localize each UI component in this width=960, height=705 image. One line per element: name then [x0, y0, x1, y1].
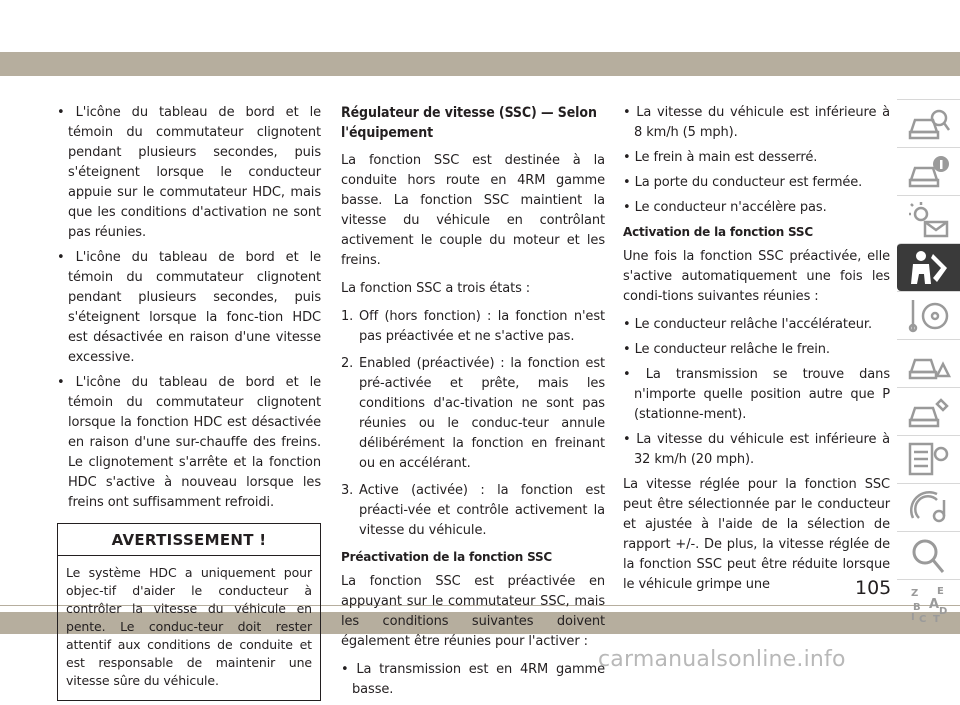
tab-multimedia[interactable] — [897, 483, 960, 531]
tab-car-info[interactable] — [897, 147, 960, 195]
language-letter: A — [928, 596, 939, 612]
bullet-item: • La vitesse du véhicule est inférieure à 8 km/h (5 mph). — [623, 105, 890, 140]
tab-steering-tools[interactable] — [897, 291, 960, 339]
item-text: Enabled (préactivée) : la fonction est pré-activée et prête, mais les conditions d'ac-tivation ne sont pas réunies ou le conduc-teur annule délibérément la fonction en freinant ou en accélérant. — [359, 356, 605, 471]
driver-airbag-icon — [907, 248, 951, 288]
item-text: Active (activée) : la fonction est préacti-vée et contrôle activement la vitesse du véhicule. — [359, 483, 605, 538]
language-letter: E — [936, 585, 944, 597]
bullet-item: • L'icône du tableau de bord et le témoin du commutateur clignotent pendant plusieurs secondes, puis s'éteignent lorsque le conducteur appuie sur le commutateur HDC, mais que les conditions d'activation ne sont pas réunies. — [57, 105, 321, 240]
checklist-gear-icon — [907, 440, 951, 480]
watermark: carmanualsonline.info — [598, 647, 846, 672]
tab-driver-airbag[interactable] — [897, 243, 960, 291]
numbered-item — [341, 307, 605, 347]
paragraph: La vitesse réglée pour la fonction SSC peut être sélectionnée par le conducteur et ajustée à l'aide de la sélection de rapport +/-. De plus, la vitesse réglée de la fonction SSC peut être réduite lorsque le véhicule grimpe une — [623, 477, 890, 592]
paragraph: La fonction SSC est préactivée en appuyant sur le commutateur SSC, mais les conditions suivantes doivent également être réunies pour l'activer : — [341, 574, 605, 649]
bullet-item: • La porte du conducteur est fermée. — [623, 175, 863, 190]
bullet-item: • Le conducteur relâche l'accélérateur. — [623, 317, 872, 332]
warning-box — [57, 523, 321, 701]
language-letter: D — [938, 605, 947, 617]
numbered-item — [341, 481, 605, 541]
car-info-icon — [907, 152, 951, 192]
bullet-item: • Le conducteur n'accélère pas. — [623, 200, 827, 215]
column-left — [57, 103, 321, 701]
car-search-icon — [907, 104, 951, 144]
section-heading: Régulateur de vitesse (SSC) — Selon l'équipement — [341, 105, 597, 141]
tab-car-warning[interactable] — [897, 339, 960, 387]
page-number: 105 — [855, 577, 892, 599]
numbered-item — [341, 354, 605, 474]
language-letter: I — [910, 611, 915, 623]
car-warning-icon — [907, 344, 951, 384]
item-text: Off (hors fonction) : la fonction n'est pas préactivée et ne s'active pas. — [359, 309, 605, 344]
language-letter: B — [912, 601, 921, 613]
item-number: 1. — [341, 309, 354, 324]
bullet-item: • La transmission est en 4RM gamme basse. — [341, 662, 605, 697]
item-number: 2. — [341, 356, 354, 371]
item-number: 3. — [341, 483, 354, 498]
sub-heading: Activation de la fonction SSC — [623, 225, 813, 239]
tab-car-search[interactable] — [897, 99, 960, 147]
column-right — [623, 103, 890, 603]
multimedia-icon — [907, 488, 951, 528]
bullet-item: • L'icône du tableau de bord et le témoin du commutateur clignotent pendant plusieurs secondes, puis s'éteignent lorsque la fonc-tion HDC est désactivée en raison d'une vitesse excessive. — [57, 250, 321, 365]
language-letter: C — [918, 613, 926, 625]
tab-index-search[interactable] — [897, 531, 960, 579]
bullet-item: • La transmission se trouve dans n'importe quelle position autre que P (stationne-ment). — [623, 367, 890, 422]
tab-languages[interactable] — [897, 579, 960, 627]
bullet-item: • Le conducteur relâche le frein. — [623, 342, 830, 357]
header-band — [0, 52, 960, 76]
sub-heading: Préactivation de la fonction SSC — [341, 550, 553, 564]
tab-car-service[interactable] — [897, 387, 960, 435]
steering-tools-icon — [907, 296, 951, 336]
bullet-item: • La vitesse du véhicule est inférieure à 32 km/h (20 mph). — [623, 432, 890, 467]
warning-text: Le système HDC a uniquement pour objec-tif d'aider le conducteur à contrôler la vitesse du véhicule en pente. Le conduc-teur doit rester attentif aux conditions de conduite et est responsable de maintenir une vitesse sûre du véhicule. — [66, 565, 312, 688]
paragraph: La fonction SSC a trois états : — [341, 281, 531, 296]
languages-icon — [907, 584, 951, 624]
paragraph: La fonction SSC est destinée à la conduite hors route en 4RM gamme basse. La fonction SSC maintient la vitesse du véhicule en contrôlant activement le couple du moteur et les freins. — [341, 153, 605, 268]
bullet-item: • Le frein à main est desserré. — [623, 150, 818, 165]
index-search-icon — [907, 536, 951, 576]
bullet-item: • L'icône du tableau de bord et le témoin du commutateur clignotent lorsque la fonction HDC est désactivée en raison d'une sur-chauffe des freins. Le clignotement s'arrête et la fonction HDC s'active à nouveau lorsque les freins ont suffisamment refroidi. — [57, 375, 321, 510]
column-middle — [341, 103, 605, 705]
tab-indicator-lights[interactable] — [897, 195, 960, 243]
car-service-icon — [907, 392, 951, 432]
chapter-tabs — [897, 99, 960, 627]
language-letter: T — [932, 613, 940, 625]
tab-checklist-gear[interactable] — [897, 435, 960, 483]
indicator-lights-icon — [907, 200, 951, 240]
warning-title: AVERTISSEMENT ! — [58, 524, 320, 556]
paragraph: Une fois la fonction SSC préactivée, elle s'active automatiquement une fois les condi-tions suivantes réunies : — [623, 249, 890, 304]
language-letter: Z — [910, 587, 918, 599]
